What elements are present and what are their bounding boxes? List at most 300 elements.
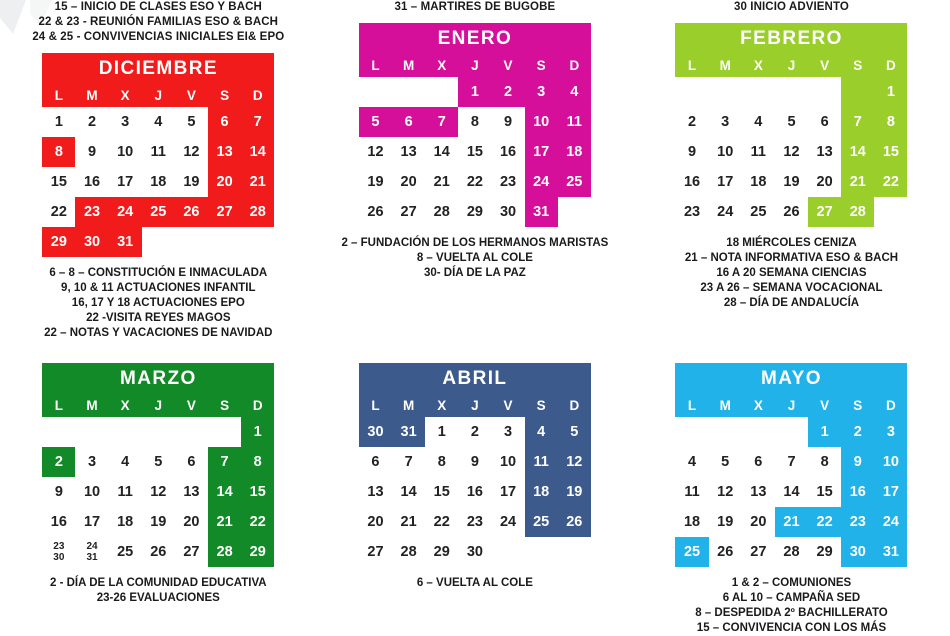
- day-cell[interactable]: 8: [874, 107, 907, 137]
- day-cell[interactable]: 19: [175, 167, 208, 197]
- month-title: FEBRERO: [675, 23, 907, 56]
- day-cell[interactable]: 2: [491, 77, 524, 107]
- day-cell[interactable]: 22: [42, 197, 75, 227]
- weekday-header: X: [742, 56, 775, 77]
- day-cell[interactable]: 9: [458, 447, 491, 477]
- day-cell[interactable]: 9: [75, 137, 108, 167]
- day-cell[interactable]: 22: [425, 507, 458, 537]
- day-cell[interactable]: 10: [525, 107, 558, 137]
- day-cell-empty[interactable]: [208, 417, 241, 447]
- day-cell[interactable]: 7: [241, 107, 274, 137]
- day-cell-empty[interactable]: [142, 417, 175, 447]
- week-row: [42, 507, 274, 537]
- day-cell[interactable]: 2: [458, 417, 491, 447]
- day-cell[interactable]: 9: [491, 107, 524, 137]
- day-cell[interactable]: 26: [775, 197, 808, 227]
- note-line: 1 & 2 – COMUNIONES: [731, 577, 852, 589]
- day-cell[interactable]: 4: [558, 77, 591, 107]
- day-cell[interactable]: 30: [841, 537, 874, 567]
- day-cell[interactable]: 23: [491, 167, 524, 197]
- day-cell[interactable]: 19: [359, 167, 392, 197]
- day-cell[interactable]: 29: [808, 537, 841, 567]
- day-cell[interactable]: 4: [142, 107, 175, 137]
- day-cell-empty[interactable]: [175, 417, 208, 447]
- weekday-header: L: [675, 396, 708, 417]
- day-cell[interactable]: 4: [742, 107, 775, 137]
- day-cell[interactable]: 3: [491, 417, 524, 447]
- day-cell[interactable]: 16: [491, 137, 524, 167]
- day-cell[interactable]: 25: [742, 197, 775, 227]
- day-cell[interactable]: 15: [42, 167, 75, 197]
- day-cell[interactable]: 28: [392, 537, 425, 567]
- day-cell[interactable]: 26: [558, 507, 591, 537]
- day-cell[interactable]: 29: [458, 197, 491, 227]
- note-line: 16 A 20 SEMANA CIENCIAS: [716, 267, 867, 279]
- week-row: [675, 417, 907, 447]
- day-cell[interactable]: 24: [874, 507, 907, 537]
- day-cell-empty[interactable]: [142, 227, 175, 257]
- day-cell[interactable]: 1: [241, 417, 274, 447]
- day-cell[interactable]: 7: [425, 107, 458, 137]
- week-row: [675, 507, 907, 537]
- day-cell[interactable]: 14: [392, 477, 425, 507]
- day-cell[interactable]: 9: [675, 137, 708, 167]
- day-cell[interactable]: 19: [709, 507, 742, 537]
- day-cell[interactable]: 23: [75, 197, 108, 227]
- note-line: 30 INICIO ADVIENTO: [734, 1, 849, 13]
- day-cell[interactable]: 17: [709, 167, 742, 197]
- week-row: [42, 447, 274, 477]
- day-cell[interactable]: 3: [709, 107, 742, 137]
- day-cell[interactable]: [75, 537, 108, 567]
- day-cell[interactable]: 20: [392, 167, 425, 197]
- weekday-header: V: [175, 86, 208, 107]
- day-number: 23: [53, 541, 65, 552]
- weekday-header: M: [75, 396, 108, 417]
- day-cell[interactable]: 16: [458, 477, 491, 507]
- day-cell[interactable]: 13: [359, 477, 392, 507]
- weekday-header: V: [808, 396, 841, 417]
- weekday-header: X: [742, 396, 775, 417]
- day-cell[interactable]: 12: [175, 137, 208, 167]
- day-cell-empty[interactable]: [675, 77, 708, 107]
- weekday-header: X: [109, 396, 142, 417]
- day-cell[interactable]: 21: [392, 507, 425, 537]
- week-row: [359, 137, 591, 167]
- day-cell[interactable]: 18: [142, 167, 175, 197]
- day-cell-empty[interactable]: [709, 77, 742, 107]
- calendar-febrero: [675, 23, 907, 227]
- day-cell[interactable]: 9: [841, 447, 874, 477]
- day-cell[interactable]: 11: [142, 137, 175, 167]
- week-row: [675, 537, 907, 567]
- day-cell[interactable]: 1: [42, 107, 75, 137]
- day-cell[interactable]: 1: [425, 417, 458, 447]
- day-cell[interactable]: 24: [709, 197, 742, 227]
- day-cell[interactable]: 12: [775, 137, 808, 167]
- weekday-header: V: [491, 56, 524, 77]
- weekday-header: M: [709, 396, 742, 417]
- day-cell[interactable]: 20: [359, 507, 392, 537]
- day-cell-empty[interactable]: [109, 417, 142, 447]
- day-cell[interactable]: 30: [458, 537, 491, 567]
- day-cell[interactable]: 18: [525, 477, 558, 507]
- calendar-abril: [359, 363, 591, 567]
- day-cell[interactable]: 24: [525, 167, 558, 197]
- week-row: [675, 107, 907, 137]
- day-cell[interactable]: 1: [808, 417, 841, 447]
- day-cell-empty[interactable]: [392, 77, 425, 107]
- day-cell-empty[interactable]: [241, 227, 274, 257]
- day-cell-empty[interactable]: [42, 417, 75, 447]
- week-row: [42, 137, 274, 167]
- day-cell[interactable]: 14: [208, 477, 241, 507]
- day-cell-empty[interactable]: [675, 417, 708, 447]
- day-cell[interactable]: 6: [392, 107, 425, 137]
- week-row: [675, 167, 907, 197]
- day-cell[interactable]: 12: [709, 477, 742, 507]
- day-cell[interactable]: 7: [841, 107, 874, 137]
- day-cell[interactable]: 27: [359, 537, 392, 567]
- day-cell[interactable]: 17: [525, 137, 558, 167]
- day-cell[interactable]: 7: [392, 447, 425, 477]
- week-row: [359, 167, 591, 197]
- day-cell[interactable]: 27: [392, 197, 425, 227]
- day-cell[interactable]: 8: [42, 137, 75, 167]
- note-line: 18 MIÉRCOLES CENIZA: [726, 237, 857, 249]
- day-cell[interactable]: 18: [109, 507, 142, 537]
- day-cell[interactable]: 1: [874, 77, 907, 107]
- day-cell[interactable]: 28: [775, 537, 808, 567]
- day-cell[interactable]: 7: [208, 447, 241, 477]
- day-cell[interactable]: 29: [241, 537, 274, 567]
- day-cell-empty[interactable]: [208, 227, 241, 257]
- day-cell[interactable]: 2: [841, 417, 874, 447]
- day-cell[interactable]: 28: [241, 197, 274, 227]
- day-cell[interactable]: 22: [241, 507, 274, 537]
- day-cell[interactable]: 18: [558, 137, 591, 167]
- day-cell[interactable]: 22: [874, 167, 907, 197]
- day-cell[interactable]: 29: [425, 537, 458, 567]
- day-cell-empty[interactable]: [808, 77, 841, 107]
- day-cell[interactable]: 30: [491, 197, 524, 227]
- day-cell[interactable]: 8: [458, 107, 491, 137]
- note-line: 16, 17 Y 18 ACTUACIONES EPO: [71, 297, 245, 309]
- day-cell[interactable]: 23: [458, 507, 491, 537]
- calendar-enero: [359, 23, 591, 227]
- day-cell[interactable]: 27: [808, 197, 841, 227]
- day-cell[interactable]: 15: [425, 477, 458, 507]
- day-cell[interactable]: 5: [775, 107, 808, 137]
- day-cell-empty[interactable]: [775, 77, 808, 107]
- day-cell[interactable]: 2: [42, 447, 75, 477]
- day-cell-empty[interactable]: [775, 417, 808, 447]
- day-cell-empty[interactable]: [874, 197, 907, 227]
- weekday-header: S: [525, 56, 558, 77]
- week-row: [42, 537, 274, 567]
- day-cell[interactable]: 25: [109, 537, 142, 567]
- note-line: 22 – NOTAS Y VACACIONES DE NAVIDAD: [44, 327, 273, 339]
- day-cell[interactable]: 17: [491, 477, 524, 507]
- weekday-header: L: [42, 396, 75, 417]
- day-cell[interactable]: 10: [109, 137, 142, 167]
- note-line: 30- DÍA DE LA PAZ: [423, 267, 526, 279]
- day-cell[interactable]: 28: [208, 537, 241, 567]
- day-cell[interactable]: 26: [175, 197, 208, 227]
- note-line: 22 & 23 - REUNIÓN FAMILIAS ESO & BACH: [38, 16, 279, 28]
- weekday-header: S: [841, 56, 874, 77]
- day-cell[interactable]: 26: [359, 197, 392, 227]
- day-cell[interactable]: 14: [425, 137, 458, 167]
- day-cell[interactable]: 19: [775, 167, 808, 197]
- day-cell[interactable]: 3: [75, 447, 108, 477]
- day-cell[interactable]: 17: [109, 167, 142, 197]
- day-cell[interactable]: 13: [392, 137, 425, 167]
- day-cell[interactable]: 5: [142, 447, 175, 477]
- month-title: ENERO: [359, 23, 591, 56]
- day-cell-empty[interactable]: [425, 77, 458, 107]
- day-cell[interactable]: 7: [775, 447, 808, 477]
- day-cell[interactable]: 8: [425, 447, 458, 477]
- day-cell[interactable]: 13: [742, 477, 775, 507]
- weekday-header: L: [42, 86, 75, 107]
- weekday-header: M: [392, 396, 425, 417]
- week-row: [359, 477, 591, 507]
- day-cell[interactable]: 1: [458, 77, 491, 107]
- day-cell[interactable]: 20: [208, 167, 241, 197]
- weekday-header: D: [558, 396, 591, 417]
- month-bottom-notes: [695, 576, 888, 636]
- day-cell[interactable]: 12: [142, 477, 175, 507]
- day-cell-empty[interactable]: [525, 537, 558, 567]
- day-cell[interactable]: 31: [874, 537, 907, 567]
- day-cell[interactable]: 10: [491, 447, 524, 477]
- day-cell[interactable]: 12: [558, 447, 591, 477]
- day-cell[interactable]: 10: [874, 447, 907, 477]
- day-cell[interactable]: 8: [241, 447, 274, 477]
- day-cell[interactable]: 20: [742, 507, 775, 537]
- day-cell[interactable]: 2: [75, 107, 108, 137]
- day-cell[interactable]: 22: [458, 167, 491, 197]
- weekday-header: X: [109, 86, 142, 107]
- day-cell[interactable]: 31: [109, 227, 142, 257]
- day-cell[interactable]: 24: [491, 507, 524, 537]
- weekday-header: D: [558, 56, 591, 77]
- day-cell[interactable]: 5: [709, 447, 742, 477]
- week-row: [359, 107, 591, 137]
- day-cell[interactable]: 16: [675, 167, 708, 197]
- day-cell[interactable]: 11: [109, 477, 142, 507]
- day-cell[interactable]: 30: [75, 227, 108, 257]
- day-cell[interactable]: 19: [558, 477, 591, 507]
- day-cell[interactable]: 23: [841, 507, 874, 537]
- weekday-header: S: [208, 86, 241, 107]
- day-cell-empty[interactable]: [709, 417, 742, 447]
- day-cell[interactable]: 5: [359, 107, 392, 137]
- day-cell[interactable]: 31: [392, 417, 425, 447]
- weekday-header: M: [709, 56, 742, 77]
- day-cell[interactable]: 9: [42, 477, 75, 507]
- weekday-header: J: [142, 86, 175, 107]
- week-row: [675, 197, 907, 227]
- weekday-header: D: [241, 86, 274, 107]
- day-cell[interactable]: 21: [241, 167, 274, 197]
- day-cell[interactable]: 22: [808, 507, 841, 537]
- day-cell[interactable]: 6: [208, 107, 241, 137]
- day-cell[interactable]: 25: [142, 197, 175, 227]
- day-cell[interactable]: 11: [742, 137, 775, 167]
- day-cell-empty[interactable]: [558, 197, 591, 227]
- day-cell[interactable]: 20: [808, 167, 841, 197]
- day-cell[interactable]: 27: [208, 197, 241, 227]
- day-cell[interactable]: 21: [208, 507, 241, 537]
- week-row: [42, 417, 274, 447]
- day-cell[interactable]: 16: [42, 507, 75, 537]
- day-cell[interactable]: 4: [109, 447, 142, 477]
- day-cell-empty[interactable]: [841, 77, 874, 107]
- day-cell[interactable]: 6: [742, 447, 775, 477]
- day-cell-empty[interactable]: [175, 227, 208, 257]
- week-row: [359, 417, 591, 447]
- month-bottom-notes: [341, 236, 608, 281]
- day-cell-empty[interactable]: [558, 537, 591, 567]
- weekday-header: D: [874, 396, 907, 417]
- month-column-abril: [317, 355, 634, 636]
- month-column-diciembre: [0, 0, 317, 341]
- day-cell[interactable]: 21: [775, 507, 808, 537]
- day-cell[interactable]: 2: [675, 107, 708, 137]
- weekday-header: D: [241, 396, 274, 417]
- day-cell[interactable]: [42, 537, 75, 567]
- day-cell[interactable]: 29: [42, 227, 75, 257]
- week-row: [359, 77, 591, 107]
- day-cell[interactable]: 8: [808, 447, 841, 477]
- month-bottom-notes: [50, 576, 267, 606]
- day-cell[interactable]: 10: [709, 137, 742, 167]
- day-cell[interactable]: 11: [558, 107, 591, 137]
- day-cell[interactable]: 6: [808, 107, 841, 137]
- day-cell[interactable]: 15: [241, 477, 274, 507]
- day-cell[interactable]: 14: [241, 137, 274, 167]
- week-row: [42, 197, 274, 227]
- day-cell[interactable]: 15: [808, 477, 841, 507]
- day-cell[interactable]: 20: [175, 507, 208, 537]
- note-line: 8 – DESPEDIDA 2º BACHILLERATO: [695, 607, 888, 619]
- day-cell[interactable]: 6: [359, 447, 392, 477]
- day-cell-empty[interactable]: [359, 77, 392, 107]
- month-bottom-notes: [417, 576, 533, 591]
- month-title: MAYO: [675, 363, 907, 396]
- month-top-notes: [32, 0, 284, 45]
- weekday-header: V: [175, 396, 208, 417]
- day-cell[interactable]: 17: [75, 507, 108, 537]
- day-cell[interactable]: 21: [425, 167, 458, 197]
- day-cell[interactable]: 26: [709, 537, 742, 567]
- day-cell-empty[interactable]: [742, 77, 775, 107]
- day-cell[interactable]: 4: [525, 417, 558, 447]
- calendar-marzo: [42, 363, 274, 567]
- day-cell[interactable]: 14: [775, 477, 808, 507]
- day-cell[interactable]: 16: [75, 167, 108, 197]
- day-cell[interactable]: 28: [425, 197, 458, 227]
- weekday-header: M: [392, 56, 425, 77]
- weekday-header: L: [675, 56, 708, 77]
- week-row: [42, 107, 274, 137]
- day-cell[interactable]: 24: [109, 197, 142, 227]
- day-number: 24: [86, 541, 98, 552]
- day-cell[interactable]: 27: [742, 537, 775, 567]
- day-cell[interactable]: 17: [874, 477, 907, 507]
- day-cell[interactable]: 25: [558, 167, 591, 197]
- day-cell[interactable]: 3: [525, 77, 558, 107]
- day-cell[interactable]: 4: [675, 447, 708, 477]
- calendar-mayo: [675, 363, 907, 567]
- day-cell[interactable]: 15: [874, 137, 907, 167]
- day-cell[interactable]: 13: [808, 137, 841, 167]
- weekday-header: J: [142, 396, 175, 417]
- day-cell-empty[interactable]: [75, 417, 108, 447]
- day-cell[interactable]: 11: [525, 447, 558, 477]
- day-cell[interactable]: 31: [525, 197, 558, 227]
- day-cell[interactable]: 12: [359, 137, 392, 167]
- weekday-header: X: [425, 56, 458, 77]
- weekday-header: L: [359, 396, 392, 417]
- day-cell[interactable]: 18: [742, 167, 775, 197]
- day-cell[interactable]: 30: [359, 417, 392, 447]
- day-cell[interactable]: 21: [841, 167, 874, 197]
- day-cell[interactable]: 28: [841, 197, 874, 227]
- day-cell[interactable]: 25: [525, 507, 558, 537]
- day-cell[interactable]: 5: [175, 107, 208, 137]
- week-row: [675, 77, 907, 107]
- month-title: ABRIL: [359, 363, 591, 396]
- weekday-header: J: [458, 396, 491, 417]
- week-row: [675, 447, 907, 477]
- note-line: 15 – INICIO DE CLASES ESO Y BACH: [54, 1, 262, 13]
- note-line: 23 A 26 – SEMANA VOCACIONAL: [700, 282, 883, 294]
- day-cell[interactable]: 3: [874, 417, 907, 447]
- day-cell[interactable]: 25: [675, 537, 708, 567]
- day-cell[interactable]: 23: [675, 197, 708, 227]
- day-cell[interactable]: 15: [458, 137, 491, 167]
- month-top-notes: [734, 0, 849, 15]
- note-line: 8 – VUELTA AL COLE: [416, 252, 533, 264]
- day-cell[interactable]: 19: [142, 507, 175, 537]
- month-column-febrero: [633, 0, 950, 341]
- day-cell-empty[interactable]: [742, 417, 775, 447]
- day-cell[interactable]: 11: [675, 477, 708, 507]
- week-row: [675, 137, 907, 167]
- day-cell[interactable]: 5: [558, 417, 591, 447]
- note-line: 22 -VISITA REYES MAGOS: [86, 312, 231, 324]
- note-line: 21 – NOTA INFORMATIVA ESO & BACH: [684, 252, 899, 264]
- day-cell[interactable]: 10: [75, 477, 108, 507]
- day-cell[interactable]: 13: [175, 477, 208, 507]
- day-cell[interactable]: 6: [175, 447, 208, 477]
- month-top-notes: [395, 0, 556, 15]
- day-cell[interactable]: 18: [675, 507, 708, 537]
- day-cell[interactable]: 14: [841, 137, 874, 167]
- week-row: [42, 167, 274, 197]
- day-cell[interactable]: 16: [841, 477, 874, 507]
- day-cell[interactable]: 3: [109, 107, 142, 137]
- day-cell[interactable]: 13: [208, 137, 241, 167]
- month-column-mayo: [633, 355, 950, 636]
- day-cell[interactable]: 27: [175, 537, 208, 567]
- month-title: MARZO: [42, 363, 274, 396]
- day-cell[interactable]: 26: [142, 537, 175, 567]
- day-cell-empty[interactable]: [491, 537, 524, 567]
